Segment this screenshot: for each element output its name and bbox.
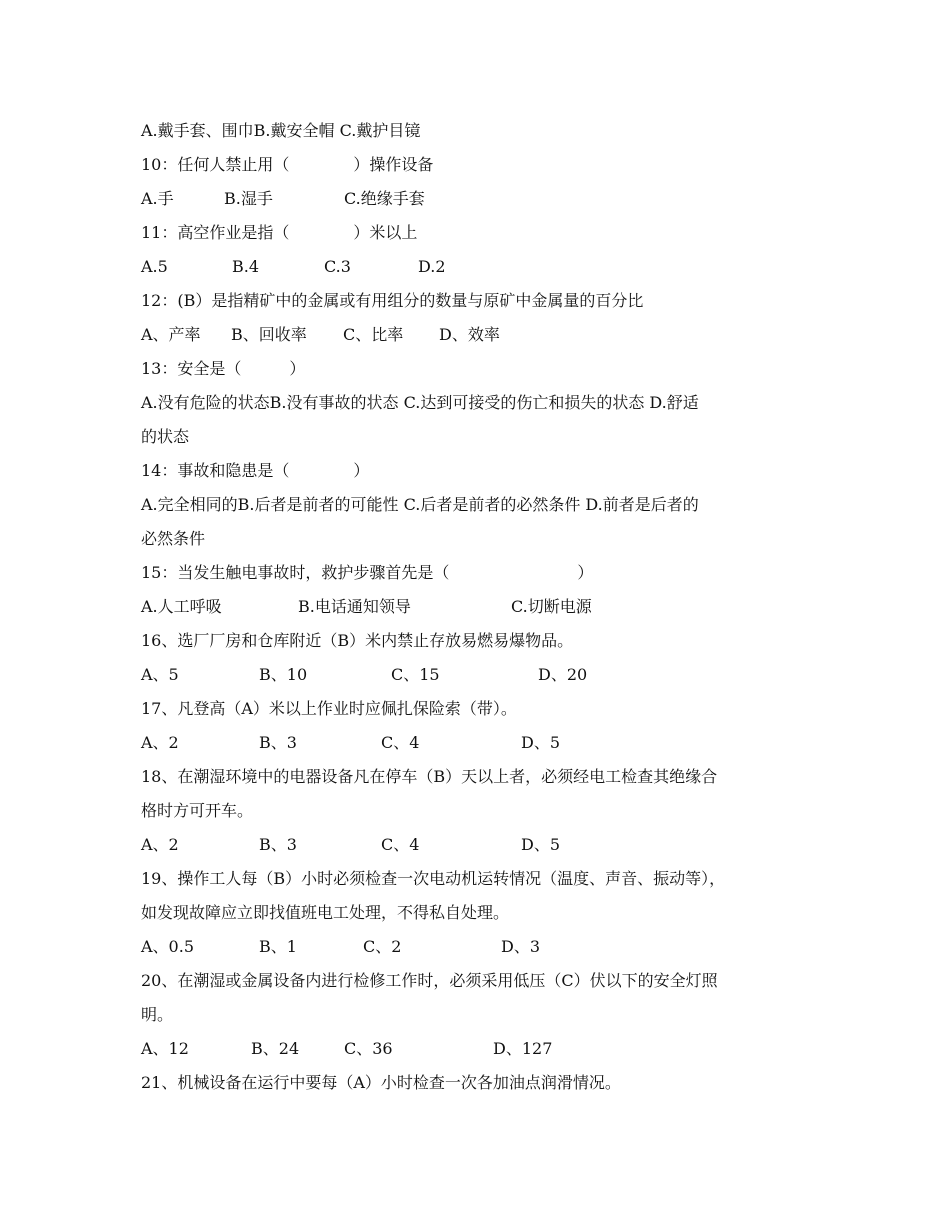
option-a: A.人工呼吸 <box>141 597 222 616</box>
option-a: A、5 <box>141 665 179 684</box>
text-line: A.戴手套、围巾B.戴安全帽 C.戴护目镜 <box>141 121 421 140</box>
option-d: D、3 <box>501 937 541 956</box>
option-c: C、4 <box>381 835 420 854</box>
option-c: C、4 <box>381 733 420 752</box>
question-16: 16、选厂厂房和仓库附近（B）米内禁止存放易燃易爆物品。 <box>141 631 574 650</box>
option-a: A、12 <box>141 1039 189 1058</box>
question-14: 14：事故和隐患是（ ） <box>141 461 370 480</box>
options-line <box>141 318 821 352</box>
text-line: 如发现故障应立即找值班电工处理，不得私自处理。 <box>141 903 510 922</box>
options-line <box>141 930 821 964</box>
option-c: C、2 <box>363 937 402 956</box>
text-line: A.完全相同的B.后者是前者的可能性 C.后者是前者的必然条件 D.前者是后者的 <box>141 495 699 514</box>
text-line: 明。 <box>141 1005 174 1024</box>
option-d: D.2 <box>418 257 446 276</box>
text-line: 必然条件 <box>141 529 206 548</box>
text-line: A.没有危险的状态B.没有事故的状态 C.达到可接受的伤亡和损失的状态 D.舒适 <box>141 393 699 412</box>
option-b: B、24 <box>251 1039 300 1058</box>
options-line <box>141 590 821 624</box>
option-a: A、2 <box>141 835 179 854</box>
option-c: C.3 <box>324 257 351 276</box>
option-a: A.手 <box>141 189 174 208</box>
option-b: B.湿手 <box>224 189 273 208</box>
question-12: 12：(B）是指精矿中的金属或有用组分的数量与原矿中金属量的百分比 <box>141 291 644 310</box>
question-15: 15：当发生触电事故时，救护步骤首先是（ ） <box>141 563 594 582</box>
option-b: B、10 <box>259 665 308 684</box>
option-a: A、0.5 <box>141 937 195 956</box>
option-c: C.绝缘手套 <box>344 189 425 208</box>
option-a: A.5 <box>141 257 168 276</box>
option-c: C、36 <box>344 1039 393 1058</box>
option-c: C、比率 <box>343 325 404 344</box>
option-b: B、3 <box>259 733 297 752</box>
question-21: 21、机械设备在运行中要每（A）小时检查一次各加油点润滑情况。 <box>141 1073 621 1092</box>
option-d: D、5 <box>521 733 561 752</box>
option-d: D、20 <box>538 665 588 684</box>
question-18: 18、在潮湿环境中的电器设备凡在停车（B）天以上者，必须经电工检查其绝缘合 <box>141 767 718 786</box>
option-c: C、15 <box>391 665 440 684</box>
question-20: 20、在潮湿或金属设备内进行检修工作时，必须采用低压（C）伏以下的安全灯照 <box>141 971 718 990</box>
options-line <box>141 828 821 862</box>
options-line <box>141 250 821 284</box>
options-line <box>141 182 821 216</box>
text-line: 格时方可开车。 <box>141 801 254 820</box>
question-10: 10：任何人禁止用（ ）操作设备 <box>141 155 434 174</box>
option-b: B.电话通知领导 <box>298 597 411 616</box>
question-11: 11：高空作业是指（ ）米以上 <box>141 223 418 242</box>
option-b: B、1 <box>259 937 297 956</box>
question-13: 13：安全是（ ） <box>141 359 306 378</box>
options-line <box>141 726 821 760</box>
option-b: B、3 <box>259 835 297 854</box>
option-b: B、回收率 <box>231 325 307 344</box>
option-a: A、2 <box>141 733 179 752</box>
option-c: C.切断电源 <box>511 597 592 616</box>
question-17: 17、凡登高（A）米以上作业时应佩扎保险索（带）。 <box>141 699 517 718</box>
document-body <box>141 114 821 1100</box>
option-d: D、5 <box>521 835 561 854</box>
text-line: 的状态 <box>141 427 190 446</box>
option-a: A、产率 <box>141 325 201 344</box>
option-d: D、效率 <box>439 325 500 344</box>
options-line <box>141 1032 821 1066</box>
option-d: D、127 <box>493 1039 553 1058</box>
options-line <box>141 658 821 692</box>
option-b: B.4 <box>232 257 260 276</box>
question-19: 19、操作工人每（B）小时必须检查一次电动机运转情况（温度、声音、振动等）， <box>141 869 726 888</box>
